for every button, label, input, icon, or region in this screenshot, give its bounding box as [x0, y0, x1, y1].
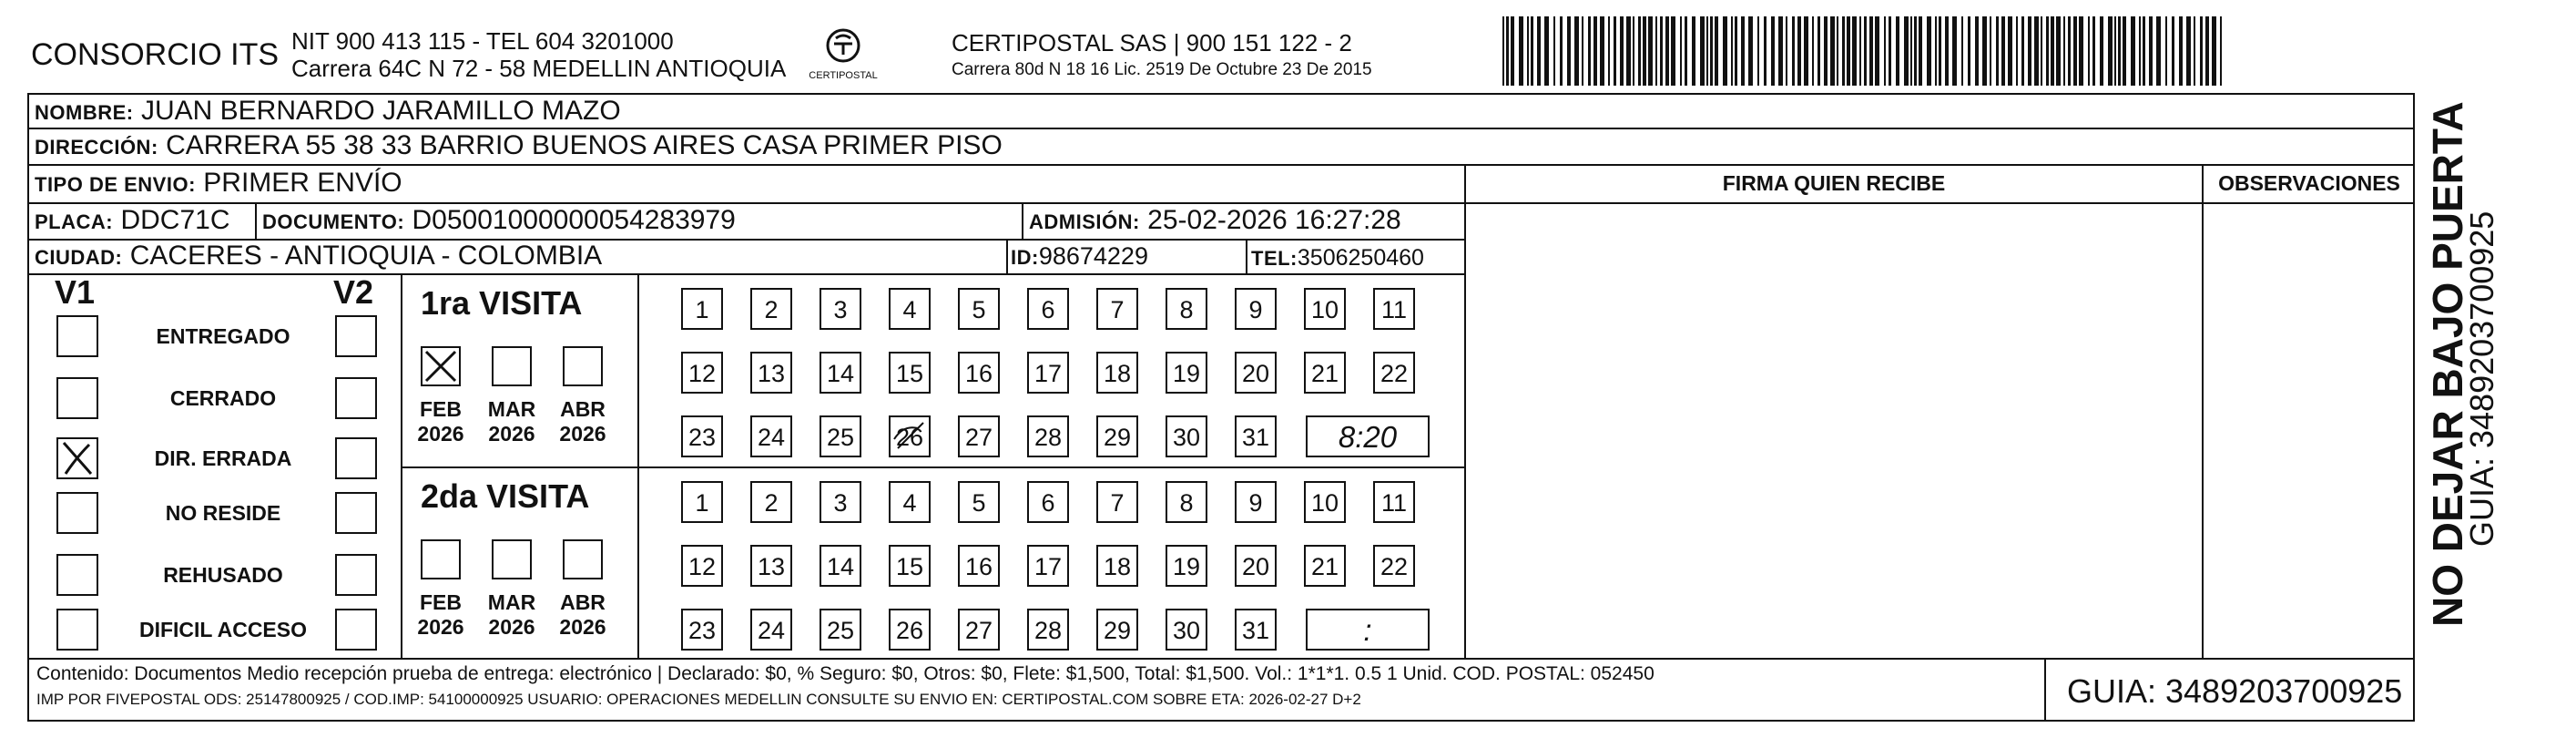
direccion-value: CARRERA 55 38 33 BARRIO BUENOS AIRES CASA PRIMER PISO	[166, 130, 1003, 160]
ciudad-label: CIUDAD:	[35, 246, 123, 269]
barcode-bar	[2108, 16, 2113, 86]
barcode-bar	[2139, 16, 2141, 86]
barcode-bar	[1723, 16, 1727, 86]
barcode-bar	[1519, 16, 1523, 86]
ciudad-field	[35, 240, 602, 274]
barcode-bar	[1786, 16, 1787, 86]
carrier-line-2: Carrera 80d N 18 16 Lic. 2519 De Octubre 23 De 2015	[952, 60, 1372, 79]
v1-checkbox	[56, 554, 98, 596]
barcode-bar	[2046, 16, 2049, 86]
documento-label: DOCUMENTO:	[262, 210, 405, 233]
barcode-bar	[1633, 16, 1634, 86]
day-box: 4	[889, 481, 931, 523]
barcode-bar	[2051, 16, 2054, 86]
status-label: REHUSADO	[163, 563, 283, 587]
barcode-bar	[1665, 16, 1669, 86]
barcode-bar	[1706, 16, 1708, 86]
barcode-bar	[1945, 16, 1949, 86]
status-label: ENTREGADO	[156, 324, 290, 348]
barcode-bar	[1996, 16, 1999, 86]
v2-checkbox	[335, 437, 377, 479]
day-box: 2	[750, 481, 792, 523]
barcode-bar	[2092, 16, 2095, 86]
tipo-value: PRIMER ENVÍO	[203, 168, 402, 198]
day-box: 10	[1304, 288, 1346, 330]
day-box: 26	[889, 415, 931, 457]
status-label: DIR. ERRADA	[154, 446, 292, 470]
barcode-bar	[2165, 16, 2167, 86]
barcode-bar	[1582, 16, 1583, 86]
day-box: 11	[1373, 481, 1415, 523]
barcode-bar	[2186, 16, 2191, 86]
day-box: 25	[820, 609, 861, 651]
day-box: 4	[889, 288, 931, 330]
day-box: 10	[1304, 481, 1346, 523]
barcode-bar	[1531, 16, 1533, 86]
barcode-bar	[2172, 16, 2174, 86]
v2-checkbox	[335, 554, 377, 596]
day-box: 22	[1373, 352, 1415, 394]
company-nit: NIT 900 413 115 - TEL 604 3201000	[291, 27, 674, 55]
firma-header: FIRMA QUIEN RECIBE	[1722, 171, 1946, 195]
barcode-bar	[1896, 16, 1899, 86]
barcode-bar	[2041, 16, 2042, 86]
admision-field	[1029, 204, 1401, 239]
day-box: 22	[1373, 545, 1415, 587]
day-box: 18	[1096, 545, 1138, 587]
barcode-bar	[1952, 16, 1957, 86]
day-box: 17	[1027, 545, 1069, 587]
barcode-bar	[1852, 16, 1857, 86]
barcode-bar	[1527, 16, 1529, 86]
barcode-bar	[1648, 16, 1653, 86]
barcode-bar	[1655, 16, 1657, 86]
day-box: 15	[889, 545, 931, 587]
barcode-bar	[2056, 16, 2061, 86]
day-box: 16	[958, 545, 1000, 587]
barcode-bar	[1567, 16, 1571, 86]
day-box: 11	[1373, 288, 1415, 330]
barcode-bar	[1620, 16, 1624, 86]
day-box: 17	[1027, 352, 1069, 394]
barcode	[1502, 16, 2231, 86]
tipo-field	[35, 167, 402, 201]
barcode-bar	[1593, 16, 1597, 86]
day-box: 7	[1096, 288, 1138, 330]
barcode-bar	[2212, 16, 2216, 86]
time-box: :	[1306, 609, 1430, 651]
barcode-bar	[1757, 16, 1759, 86]
direccion-field	[35, 129, 1003, 164]
id-field	[1011, 240, 1148, 274]
status-label: CERRADO	[169, 386, 277, 410]
month-label: ABR 2026	[559, 590, 606, 639]
barcode-bar	[1764, 16, 1767, 86]
barcode-bar	[1847, 16, 1850, 86]
barcode-bar	[1680, 16, 1682, 86]
barcode-bar	[1608, 16, 1610, 86]
tel-value: 3506250460	[1297, 245, 1424, 271]
day-box: 2	[750, 288, 792, 330]
barcode-bar	[1710, 16, 1713, 86]
placa-label: PLACA:	[35, 210, 114, 233]
barcode-bar	[2088, 16, 2090, 86]
barcode-bar	[1968, 16, 1970, 86]
barcode-bar	[1935, 16, 1937, 86]
certipostal-logo	[809, 26, 878, 84]
ciudad-value: CACERES - ANTIOQUIA - COLOMBIA	[129, 241, 603, 271]
month-checkbox	[492, 346, 532, 386]
company-name: CONSORCIO ITS	[31, 37, 280, 72]
nombre-value: JUAN BERNARDO JARAMILLO MAZO	[140, 96, 621, 126]
barcode-bar	[1626, 16, 1631, 86]
footer-guia: GUIA: 3489203700925	[2067, 672, 2403, 710]
day-box: 24	[750, 415, 792, 457]
day-box: 1	[681, 481, 723, 523]
barcode-bar	[2131, 16, 2135, 86]
barcode-bar	[2068, 16, 2071, 86]
barcode-bar	[1692, 16, 1695, 86]
barcode-bar	[1560, 16, 1563, 86]
barcode-bar	[2200, 16, 2203, 86]
status-label: NO RESIDE	[165, 501, 281, 525]
month-checkbox	[492, 539, 532, 579]
barcode-bar	[1537, 16, 1541, 86]
day-box: 1	[681, 288, 723, 330]
day-box: 9	[1235, 481, 1277, 523]
day-box: 14	[820, 545, 861, 587]
tipo-label: TIPO DE ENVIO:	[35, 173, 196, 196]
barcode-bar	[1904, 16, 1909, 86]
barcode-bar	[1671, 16, 1675, 86]
footer-contents: Contenido: Documentos Medio recepción prueba de entrega: electrónico | Declarado: $0, % Seguro: $0, Otros: $0, Flete: $1,500, Total: $1,500. Vol.: 1*1*1. 0.5 1 Unid. COD. POSTAL: 052450	[36, 663, 1655, 684]
v2-checkbox	[335, 609, 377, 651]
barcode-bar	[2156, 16, 2161, 86]
tel-field	[1251, 241, 1424, 275]
barcode-bar	[1889, 16, 1891, 86]
barcode-bar	[2179, 16, 2183, 86]
day-box: 15	[889, 352, 931, 394]
v2-header: V2	[333, 273, 374, 311]
barcode-bar	[1797, 16, 1801, 86]
side-panel	[2424, 100, 2497, 629]
barcode-bar	[1553, 16, 1555, 86]
v1-checkbox	[56, 377, 98, 419]
v1-checkbox	[56, 315, 98, 357]
nombre-label: NOMBRE:	[35, 101, 134, 124]
day-box: 20	[1235, 545, 1277, 587]
day-box: 13	[750, 545, 792, 587]
placa-value: DDC71C	[120, 205, 230, 235]
day-box: 7	[1096, 481, 1138, 523]
barcode-bar	[1939, 16, 1941, 86]
day-box: 28	[1027, 415, 1069, 457]
day-box: 28	[1027, 609, 1069, 651]
month-checkbox	[563, 539, 603, 579]
visit-title: 2da VISITA	[421, 477, 590, 515]
day-box: 16	[958, 352, 1000, 394]
barcode-bar	[1910, 16, 1912, 86]
barcode-bar	[1506, 16, 1509, 86]
barcode-bar	[1715, 16, 1718, 86]
day-box: 3	[820, 481, 861, 523]
v2-checkbox	[335, 492, 377, 534]
svg-text:CERTIPOSTAL: CERTIPOSTAL	[809, 70, 878, 81]
barcode-bar	[2034, 16, 2039, 86]
barcode-bar	[1975, 16, 1979, 86]
documento-field	[262, 204, 736, 239]
v2-checkbox	[335, 377, 377, 419]
barcode-bar	[2205, 16, 2209, 86]
barcode-bar	[1511, 16, 1514, 86]
day-box: 12	[681, 352, 723, 394]
barcode-bar	[1842, 16, 1845, 86]
barcode-bar	[1859, 16, 1861, 86]
day-box: 21	[1304, 352, 1346, 394]
barcode-bar	[2123, 16, 2126, 86]
documento-value: D05001000000054283979	[412, 205, 736, 235]
barcode-bar	[2063, 16, 2065, 86]
barcode-bar	[1600, 16, 1604, 86]
day-box: 26	[889, 609, 931, 651]
barcode-bar	[1869, 16, 1873, 86]
day-box: 20	[1235, 352, 1277, 394]
barcode-bar	[1982, 16, 1987, 86]
barcode-bar	[1502, 16, 1504, 86]
barcode-bar	[1614, 16, 1616, 86]
barcode-bar	[1864, 16, 1867, 86]
time-box: 8:20	[1306, 415, 1430, 457]
day-box: 5	[958, 288, 1000, 330]
day-box: 8	[1166, 481, 1207, 523]
admision-value: 25-02-2026 16:27:28	[1147, 205, 1401, 235]
barcode-bar	[1741, 16, 1745, 86]
day-box: 14	[820, 352, 861, 394]
barcode-bar	[1778, 16, 1783, 86]
day-box: 29	[1096, 609, 1138, 651]
no-dejar-text: NO DEJAR BAJO PUERTA	[2424, 101, 2471, 627]
v2-checkbox	[335, 315, 377, 357]
id-label: ID:	[1011, 246, 1039, 269]
v1-header: V1	[55, 273, 96, 311]
day-box: 23	[681, 609, 723, 651]
day-box: 19	[1166, 352, 1207, 394]
day-box: 24	[750, 609, 792, 651]
day-box: 27	[958, 415, 1000, 457]
barcode-bar	[1735, 16, 1737, 86]
month-label: MAR 2026	[487, 397, 536, 446]
barcode-bar	[1544, 16, 1549, 86]
barcode-bar	[1837, 16, 1838, 86]
barcode-bar	[2149, 16, 2153, 86]
visit-title: 1ra VISITA	[421, 284, 583, 322]
barcode-bar	[2143, 16, 2145, 86]
month-checkbox	[563, 346, 603, 386]
barcode-bar	[2008, 16, 2012, 86]
barcode-bar	[2016, 16, 2018, 86]
side-guia-text: GUIA: 3489203700925	[2463, 210, 2497, 547]
barcode-bar	[1731, 16, 1733, 86]
day-box: 12	[681, 545, 723, 587]
day-box: 23	[681, 415, 723, 457]
month-label: FEB 2026	[417, 397, 464, 446]
id-value: 98674229	[1038, 242, 1148, 270]
placa-field	[35, 204, 229, 239]
barcode-bar	[2114, 16, 2116, 86]
barcode-bar	[1884, 16, 1886, 86]
v1-checkbox	[56, 609, 98, 651]
day-box: 9	[1235, 288, 1277, 330]
day-box: 29	[1096, 415, 1138, 457]
barcode-bar	[1574, 16, 1579, 86]
barcode-bar	[1875, 16, 1879, 86]
observaciones-header: OBSERVACIONES	[2218, 171, 2400, 195]
direccion-label: DIRECCIÓN:	[35, 136, 158, 159]
barcode-bar	[2079, 16, 2083, 86]
barcode-bar	[1771, 16, 1775, 86]
day-box: 31	[1235, 415, 1277, 457]
barcode-bar	[1638, 16, 1641, 86]
day-box: 6	[1027, 481, 1069, 523]
nombre-field	[35, 95, 621, 129]
day-box: 21	[1304, 545, 1346, 587]
month-checkbox	[421, 539, 461, 579]
day-box: 30	[1166, 609, 1207, 651]
v1-checkbox	[56, 492, 98, 534]
day-box: 8	[1166, 288, 1207, 330]
footer-print-info: IMP POR FIVEPOSTAL ODS: 25147800925 / COD.IMP: 54100000925 USUARIO: OPERACIONES MEDELLIN CONSULTE SU ENVIO EN: CERTIPOSTAL.COM SOBRE ETA: 2026-02-27 D+2	[36, 691, 1361, 708]
barcode-bar	[1792, 16, 1795, 86]
barcode-bar	[1914, 16, 1917, 86]
barcode-bar	[1961, 16, 1963, 86]
day-box: 6	[1027, 288, 1069, 330]
barcode-bar	[1990, 16, 1991, 86]
day-box: 3	[820, 288, 861, 330]
day-box: 19	[1166, 545, 1207, 587]
barcode-bar	[1812, 16, 1814, 86]
month-label: MAR 2026	[487, 590, 536, 639]
month-label: ABR 2026	[559, 397, 606, 446]
day-box: 31	[1235, 609, 1277, 651]
barcode-bar	[1919, 16, 1922, 86]
barcode-bar	[1824, 16, 1828, 86]
month-checkbox	[421, 346, 461, 386]
barcode-bar	[2118, 16, 2121, 86]
day-box: 30	[1166, 415, 1207, 457]
company-address: Carrera 64C N 72 - 58 MEDELLIN ANTIOQUIA	[291, 55, 787, 82]
barcode-bar	[2028, 16, 2031, 86]
barcode-bar	[2021, 16, 2024, 86]
barcode-bar	[1804, 16, 1808, 86]
barcode-bar	[1748, 16, 1753, 86]
day-box: 18	[1096, 352, 1138, 394]
admision-label: ADMISIÓN:	[1029, 210, 1140, 233]
v1-checkbox	[56, 437, 98, 479]
day-box: 27	[958, 609, 1000, 651]
carrier-line-1: CERTIPOSTAL SAS | 900 151 122 - 2	[952, 29, 1352, 56]
barcode-bar	[2220, 16, 2222, 86]
barcode-bar	[2194, 16, 2195, 86]
barcode-bar	[1685, 16, 1687, 86]
tel-label: TEL:	[1251, 247, 1298, 270]
barcode-bar	[2001, 16, 2005, 86]
barcode-bar	[1643, 16, 1646, 86]
day-box: 5	[958, 481, 1000, 523]
day-box: 13	[750, 352, 792, 394]
month-label: FEB 2026	[417, 590, 464, 639]
barcode-bar	[1927, 16, 1931, 86]
barcode-bar	[1817, 16, 1820, 86]
barcode-bar	[1588, 16, 1591, 86]
barcode-bar	[2073, 16, 2077, 86]
barcode-bar	[1830, 16, 1835, 86]
day-box: 25	[820, 415, 861, 457]
status-label: DIFICIL ACCESO	[138, 618, 307, 641]
barcode-bar	[1700, 16, 1705, 86]
barcode-bar	[2100, 16, 2103, 86]
barcode-bar	[1660, 16, 1663, 86]
